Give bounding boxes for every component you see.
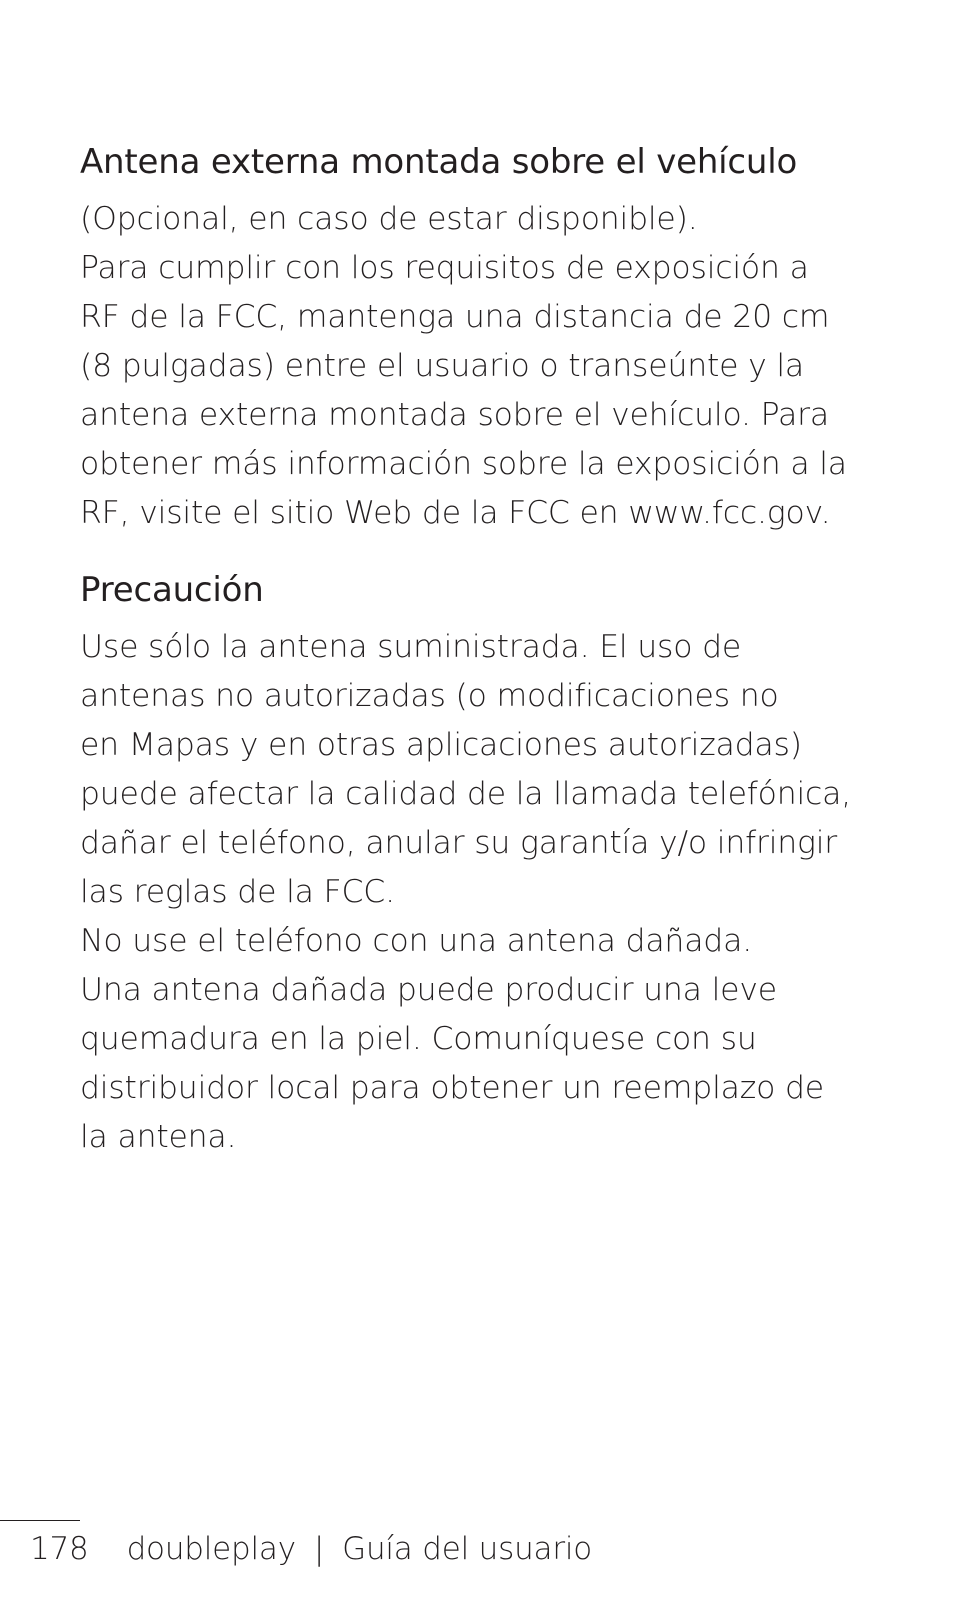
body-line: distribuidor local para obtener un reemplazo de [80, 1070, 824, 1106]
antenna-body-text [80, 195, 880, 538]
section-heading-caution: Precaución [80, 570, 264, 610]
page-footer [30, 1527, 592, 1571]
caution-section [80, 566, 880, 1162]
body-line: antena externa montada sobre el vehículo. Para [80, 397, 829, 433]
body-line: las reglas de la FCC. [80, 874, 395, 910]
body-line: RF, visite el sitio Web de la FCC en www.fcc.gov. [80, 495, 831, 531]
body-line: Una antena dañada puede producir una leve [80, 972, 777, 1008]
section-heading-antenna: Antena externa montada sobre el vehículo [80, 142, 798, 182]
body-line: RF de la FCC, mantenga una distancia de 20 cm [80, 299, 830, 335]
footer-guide-title: Guía del usuario [342, 1531, 593, 1567]
body-line: No use el teléfono con una antena dañada. [80, 923, 753, 959]
body-line: dañar el teléfono, anular su garantía y/o infringir [80, 825, 838, 861]
body-line: (8 pulgadas) entre el usuario o transeúnte y la [80, 348, 805, 384]
body-line: puede afectar la calidad de la llamada telefónica, [80, 776, 852, 812]
body-line: antenas no autorizadas (o modificaciones no [80, 678, 779, 714]
page-number: 178 [30, 1531, 89, 1567]
body-line: la antena. [80, 1119, 237, 1155]
body-line: en Mapas y en otras aplicaciones autorizadas) [80, 727, 802, 763]
body-line: quemadura en la piel. Comuníquese con su [80, 1021, 757, 1057]
caution-body-text [80, 623, 880, 1162]
body-line: obtener más información sobre la exposición a la [80, 446, 847, 482]
footer-divider [0, 1520, 80, 1521]
footer-product-name: doubleplay [126, 1531, 296, 1567]
body-line: Use sólo la antena suministrada. El uso de [80, 629, 742, 665]
body-line: Para cumplir con los requisitos de exposición a [80, 250, 809, 286]
body-line: (Opcional, en caso de estar disponible). [80, 201, 698, 237]
footer-separator: | [313, 1531, 325, 1567]
antenna-section [80, 138, 880, 538]
